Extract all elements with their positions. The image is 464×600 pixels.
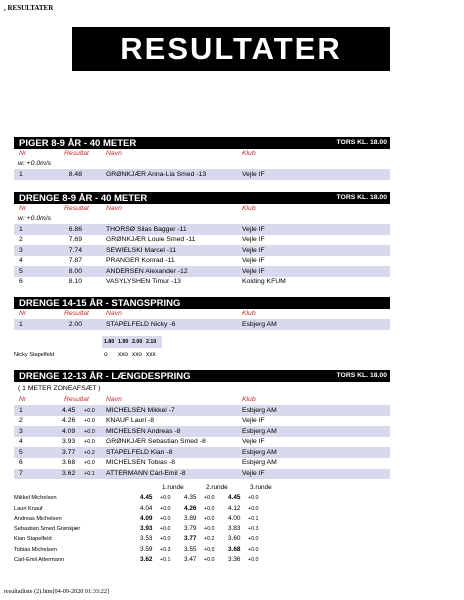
round-wind: +0.3 xyxy=(160,546,171,553)
section-piger-40m xyxy=(14,137,390,180)
result-row: 1 4.45 +0.0 MICHELSEN Mikkel -7 Esbjerg AM xyxy=(14,405,390,416)
section-drenge-40m xyxy=(14,192,390,288)
round-row xyxy=(14,524,314,534)
result-row: 1 2.00 STAPELFELD Nicky -6 Esbjerg AM xyxy=(14,319,390,330)
result-row: 3 4.09 +0.0 MICHELSEN Andreas -8 Esbjerg AM xyxy=(14,426,390,437)
round-result: 4.26 xyxy=(184,504,197,512)
wind-info: w: +0.0m/s xyxy=(18,215,52,222)
round-result: 4.09 xyxy=(140,514,153,522)
rounds-table xyxy=(14,483,314,565)
round-wind: +0.1 xyxy=(160,557,171,564)
round-wind: +0.0 xyxy=(160,515,171,522)
round-result: 4.04 xyxy=(140,504,153,512)
height-2: 1.90 xyxy=(118,339,129,345)
round-wind: +0.0 xyxy=(204,546,215,553)
attempts-athlete: Nicky Stapelfeld xyxy=(14,352,55,358)
round-result: 4.45 xyxy=(140,494,153,502)
section-laengdespring xyxy=(14,370,390,479)
section-title: DRENGE 8-9 ÅR - 40 METER xyxy=(19,193,148,204)
round-wind: +0.3 xyxy=(248,526,259,533)
round-wind: +0.0 xyxy=(204,557,215,564)
section-title: PIGER 8-9 ÅR - 40 METER xyxy=(19,138,137,149)
round-result: 4.35 xyxy=(184,494,197,502)
round-wind: +0.0 xyxy=(204,495,215,502)
section-header xyxy=(14,370,390,382)
round-result: 3.83 xyxy=(228,525,241,533)
round-result: 3.89 xyxy=(184,514,197,522)
round-result: 4.00 xyxy=(228,514,241,522)
column-header-row: Nr Resultat Navn Klub xyxy=(19,205,256,212)
round-result: 3.60 xyxy=(228,535,241,543)
round-result: 3.93 xyxy=(140,525,153,533)
round-result: 4.45 xyxy=(228,494,241,502)
round-result: 3.53 xyxy=(140,535,153,543)
footer-filename: resultatliste (2).htm[04-09-2020 01:33:22] xyxy=(4,588,109,595)
round-wind: +0.0 xyxy=(160,536,171,543)
round-wind: +0.0 xyxy=(204,515,215,522)
round-wind: +0.0 xyxy=(204,505,215,512)
result-row: 3 7.74 SEWIELSKI Marcel -11 Vejle IF xyxy=(14,245,390,256)
height-1: 1.80 xyxy=(104,339,115,345)
result-row: 6 3.68 +0.0 MICHELSEN Tobias -8 Esbjerg AM xyxy=(19,459,277,467)
round-result: 3.62 xyxy=(140,556,153,564)
athlete-name: Mikkel Michelsen xyxy=(14,495,57,502)
athlete-name: Tobias Michelsen xyxy=(14,546,57,553)
result-row: 1 6.86 THORSØ Silas Bagger -11 Vejle IF xyxy=(14,224,390,235)
col-klub: Klub xyxy=(242,150,256,157)
round-wind: +0.0 xyxy=(160,495,171,502)
round-wind: +0.0 xyxy=(248,557,259,564)
athlete-name: Lauri Knauf xyxy=(14,505,43,512)
round-result: 3.77 xyxy=(184,535,197,543)
result-row: 1 8.48 GRØNKJÆR Anna-Lia Smed -13 Vejle IF xyxy=(14,169,390,180)
round-wind: +0.1 xyxy=(248,515,259,522)
result-row: 6 8.10 VASYLYSHEN Timur -13 Kolding KFUM xyxy=(19,278,286,286)
athlete-name: Sebastian Smed Grønkjær xyxy=(14,526,81,533)
col-navn: Navn xyxy=(106,150,122,157)
round-wind: +0.0 xyxy=(248,505,259,512)
height-3: 2.00 xyxy=(132,339,143,345)
result-row: 4 3.93 +0.0 GRØNKJÆR Sebastian Smed -8 Vejle IF xyxy=(19,438,265,446)
round-row xyxy=(14,514,314,524)
section-stangspring xyxy=(14,297,390,330)
result-row: 7 3.62 +0.1 ATTERMANN Carl-Emil -8 Vejle IF xyxy=(14,469,390,480)
result-row: 5 8.00 ANDERSEN Alexander -12 Vejle IF xyxy=(14,266,390,277)
round-result: 3.36 xyxy=(228,556,241,564)
section-title: DRENGE 14-15 ÅR - STANGSPRING xyxy=(19,298,181,309)
section-header xyxy=(14,137,390,149)
result-row: 2 7.69 GRØNKJÆR Louie Smed -11 Vejle IF xyxy=(19,236,265,244)
round-result: 3.55 xyxy=(184,545,197,553)
result-row: 4 7.87 PRANGER Konrad -11 Vejle IF xyxy=(19,257,265,265)
round-row xyxy=(14,504,314,514)
attempt-2: xxo xyxy=(118,351,128,358)
section-title: DRENGE 12-13 ÅR - LÆNGDESPRING xyxy=(19,371,191,382)
round-wind: +0.0 xyxy=(204,526,215,533)
wind-info: w: +0.0m/s xyxy=(18,160,52,167)
attempt-4: xxx xyxy=(146,351,156,358)
round-wind: +0.0 xyxy=(160,526,171,533)
height-4: 2.10 xyxy=(146,339,157,345)
round-row xyxy=(14,545,314,555)
round-result: 3.59 xyxy=(140,545,153,553)
round-row xyxy=(14,493,314,503)
column-header-row: Nr Resultat Navn Klub xyxy=(19,396,256,403)
column-header-row: Nr Resultat Navn Klub xyxy=(19,310,256,317)
round-wind: +0.0 xyxy=(160,505,171,512)
round-wind: +0.0 xyxy=(248,495,259,502)
round-wind: +0.0 xyxy=(248,536,259,543)
round-result: 3.79 xyxy=(184,525,197,533)
section-time: TORS KL. 18.00 xyxy=(336,139,387,146)
section-time: TORS KL. 18.00 xyxy=(336,372,387,379)
round-result: 4.12 xyxy=(228,504,241,512)
attempt-3: xxo xyxy=(132,351,142,358)
document-top-label: , RESULTATER xyxy=(4,4,54,12)
section-time: TORS KL. 18.00 xyxy=(336,194,387,201)
result-row: 5 3.77 +0.2 STAPELFELD Kian -8 Esbjerg AM xyxy=(14,447,390,458)
round-result: 3.68 xyxy=(228,545,241,553)
round-wind: +0.0 xyxy=(248,546,259,553)
rounds-header: 1.runde 2.runde 3.runde xyxy=(162,484,272,491)
round-row xyxy=(14,534,314,544)
section-header xyxy=(14,297,390,309)
col-nr: Nr xyxy=(19,150,27,157)
column-header-row xyxy=(14,149,390,159)
round-wind: +0.2 xyxy=(204,536,215,543)
athlete-name: Kian Stapelfeld xyxy=(14,536,52,543)
round-row xyxy=(14,555,314,565)
athlete-name: Andreas Michelsen xyxy=(14,515,62,522)
col-resultat: Resultat xyxy=(64,150,89,157)
section-header xyxy=(14,192,390,204)
athlete-name: Carl-Emil Attermann xyxy=(14,557,65,564)
zone-note: ( 1 METER ZONEAFSÆT ) xyxy=(18,385,101,392)
result-row: 2 4.26 +0.0 KNAUF Lauri -8 Vejle IF xyxy=(19,417,265,425)
attempt-1: o xyxy=(104,351,108,358)
page-title-banner: RESULTATER xyxy=(72,27,390,71)
round-result: 3.47 xyxy=(184,556,197,564)
